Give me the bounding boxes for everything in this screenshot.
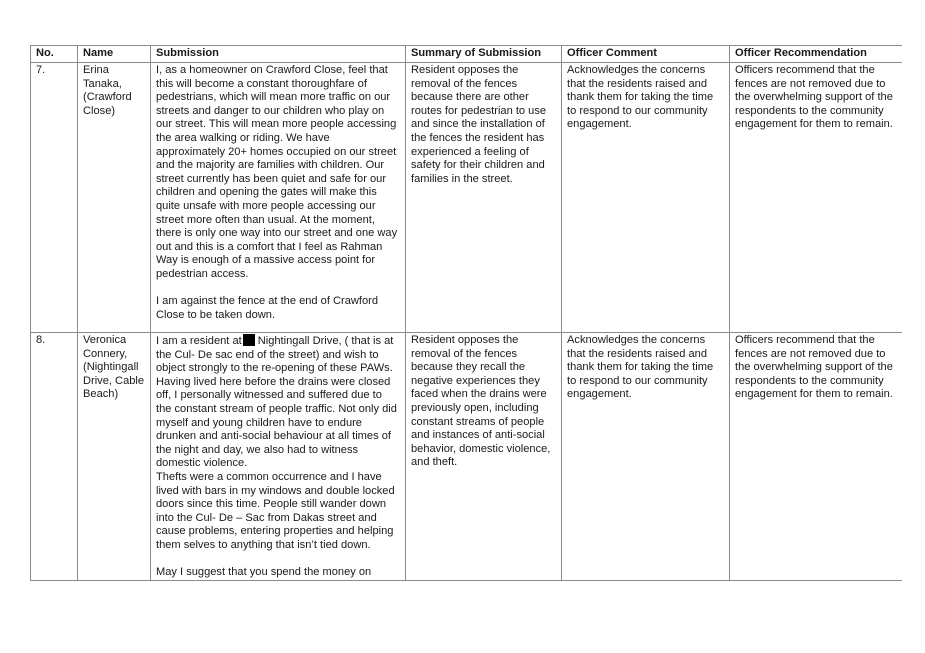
header-name: Name xyxy=(78,46,151,63)
header-officer-comment: Officer Comment xyxy=(562,46,730,63)
submission-paragraph: Thefts were a common occurrence and I have lived with bars in my windows and double locked doors since this time. People still wander down into the Cul- De – Sac from Dakas street and cause problems, entering properties and helping them selves to anything that isn’t tied down. xyxy=(156,470,395,551)
submission-paragraph: May I suggest that you spend the money on xyxy=(156,566,372,579)
redaction-block xyxy=(243,334,255,346)
submission-paragraph: Having lived here before the drains were closed off, I personally witnessed and suffered due to the constant stream of people traffic. Not only did myself and young children have to endure drunken and anti-social behaviour at all times of the night and day, we also had to witness domestic violence. xyxy=(156,375,397,470)
submission-cell xyxy=(151,63,406,333)
header-officer-recommendation: Officer Recommendation xyxy=(730,46,903,63)
submitter-name: Veronica Connery, (Nightingall Drive, Cable Beach) xyxy=(78,333,151,581)
row-number: 7. xyxy=(31,63,78,333)
summary-cell: Resident opposes the removal of the fences because they recall the negative experiences they faced when the drains were previously open, including constant streams of people and instances of anti-social behavior, domestic violence, and theft. xyxy=(406,333,562,581)
submission-cell xyxy=(151,333,406,581)
header-summary: Summary of Submission xyxy=(406,46,562,63)
officer-recommendation-cell: Officers recommend that the fences are not removed due to the overwhelming support of the respondents to the community engagement for them to remain. xyxy=(730,63,903,333)
document-page xyxy=(30,45,902,617)
submission-paragraph: I am against the fence at the end of Crawford Close to be taken down. xyxy=(156,295,379,321)
submission-paragraph xyxy=(156,334,400,376)
officer-comment-cell: Acknowledges the concerns that the residents raised and thank them for taking the time to respond to our community engagement. xyxy=(562,63,730,333)
table-row xyxy=(31,333,903,581)
submission-text-after-redaction: Nightingall Drive, ( that is at the Cul- De sac end of the street) and wish to object strongly to the re-opening of these PAWs. xyxy=(156,335,394,375)
table-row xyxy=(31,63,903,333)
submitter-name: Erina Tanaka, (Crawford Close) xyxy=(78,63,151,333)
officer-comment-cell: Acknowledges the concerns that the residents raised and thank them for taking the time to respond to our community engagement. xyxy=(562,333,730,581)
row-number: 8. xyxy=(31,333,78,581)
submissions-table xyxy=(30,45,902,581)
summary-cell: Resident opposes the removal of the fences because there are other routes for pedestrian to use and since the installation of the fences the resident has experienced a feeling of safety for their children and families in the street. xyxy=(406,63,562,333)
header-submission: Submission xyxy=(151,46,406,63)
officer-recommendation-cell: Officers recommend that the fences are not removed due to the overwhelming support of the respondents to the community engagement for them to remain. xyxy=(730,333,903,581)
submission-text-before-redaction: I am a resident at xyxy=(156,335,242,347)
submission-paragraph: I, as a homeowner on Crawford Close, feel that this will become a constant thoroughfare of pedestrians, which will mean more traffic on our streets and danger to our children who play on our street. This will mean more people accessing the area walking or riding. We have approximately 20+ homes occupied on our street and the majority are families with children. Our street currently has been quiet and safe for our children and opening the gates will make this quite unsafe with more people accessing our street more often than usual. At the moment, there is only one way into our street and one way out and this is a comfort that I feel as Rahman Way is enough of a massive access point for pedestrian access. xyxy=(156,64,398,280)
table-header-row xyxy=(31,46,903,63)
header-no: No. xyxy=(31,46,78,63)
